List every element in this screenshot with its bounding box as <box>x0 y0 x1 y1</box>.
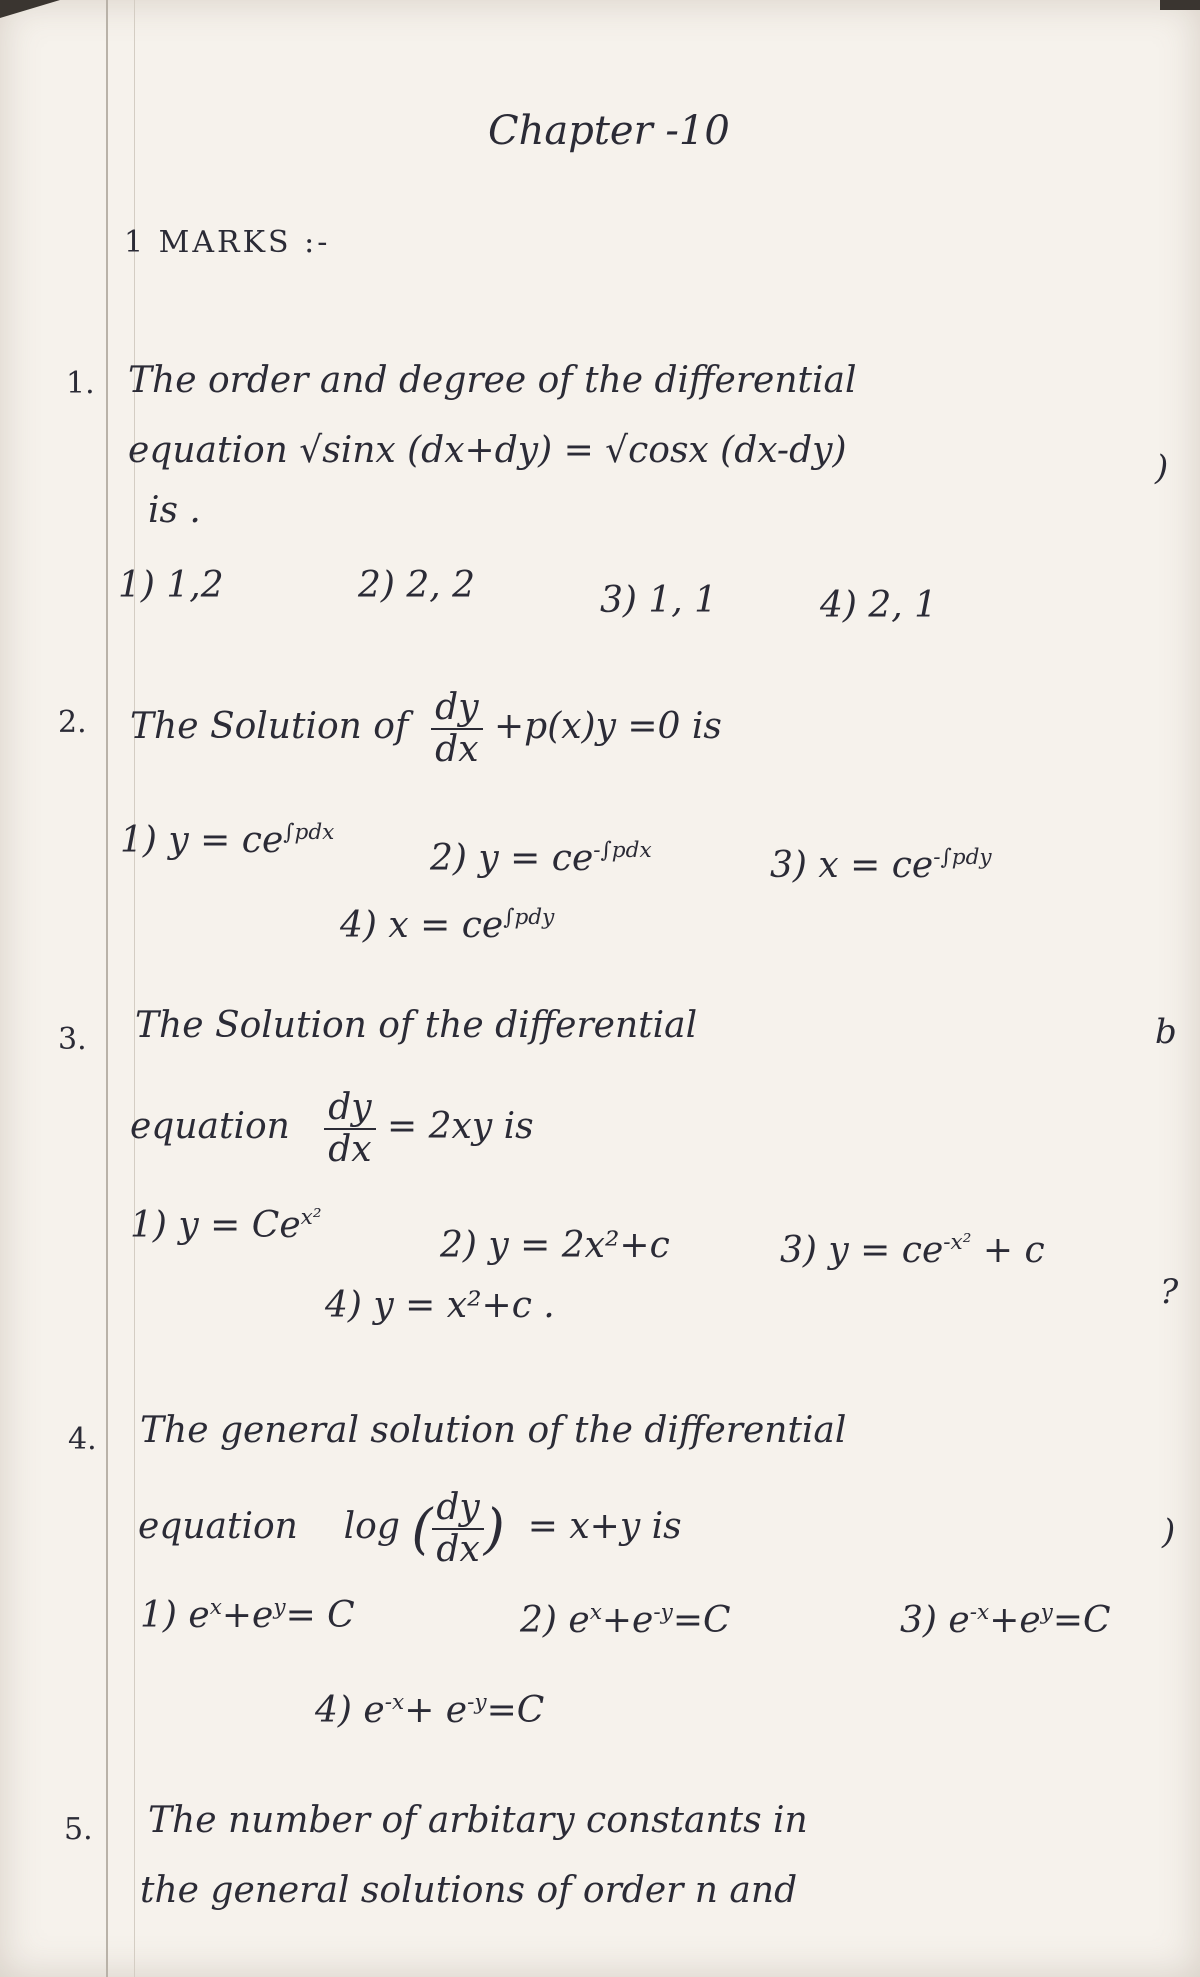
question-text: the general solutions of order n and <box>140 1870 798 1911</box>
option-text: ²+c <box>605 1225 670 1266</box>
section-label: 1 MARKS :- <box>124 225 331 260</box>
page-title: Chapter -10 <box>488 108 730 154</box>
option <box>120 820 334 861</box>
exponent: -x² <box>943 1230 972 1255</box>
option <box>430 838 652 879</box>
option: 3) 1, 1 <box>600 580 718 621</box>
exponent: -∫pdx <box>593 838 652 863</box>
option: 2) 2, 2 <box>358 565 476 606</box>
exponent: y <box>1040 1600 1053 1625</box>
option-text: =C <box>672 1600 731 1641</box>
option-text: 4) x = ce <box>340 905 504 946</box>
exponent: -∫pdy <box>933 845 992 870</box>
option-text: +e <box>601 1600 654 1641</box>
option-text: = C <box>285 1595 355 1636</box>
question-text: The number of arbitary constants in <box>148 1800 808 1841</box>
option-text: =C <box>1052 1600 1111 1641</box>
option: 4) 2, 1 <box>820 585 938 626</box>
option <box>325 1285 555 1326</box>
option-text: + e <box>404 1690 468 1731</box>
fraction-denominator: dx <box>435 729 479 770</box>
option-text: 3) x = ce <box>770 845 934 886</box>
option-text: + c <box>982 1230 1045 1271</box>
question-number: 1. <box>66 366 95 401</box>
question-number: 3. <box>58 1022 87 1057</box>
exponent: x <box>589 1600 602 1625</box>
question-number: 5. <box>64 1812 93 1847</box>
question-stem <box>130 1087 534 1170</box>
exponent: -y <box>653 1600 673 1625</box>
option-text: +e <box>989 1600 1041 1641</box>
question-text: +p(x)y =0 is <box>494 706 722 747</box>
exponent: -y <box>467 1690 487 1715</box>
option <box>140 1595 355 1636</box>
fraction <box>431 687 482 770</box>
question-stem <box>130 687 722 770</box>
question-text: The Solution of <box>130 706 409 747</box>
question-number: 4. <box>68 1422 97 1457</box>
option-text: 1) y = ce <box>120 820 284 861</box>
question-text: The Solution of the differential <box>135 1005 698 1046</box>
paren-close: ) <box>483 1497 505 1561</box>
question-text: The order and degree of the differential <box>128 360 857 401</box>
fraction-numerator: dy <box>431 690 482 730</box>
stray-mark: ) <box>1155 448 1169 488</box>
page-corner <box>1160 0 1200 10</box>
question-text: The general solution of the differential <box>140 1410 847 1451</box>
fraction-denominator: dx <box>328 1129 372 1170</box>
option-text: =C <box>486 1690 545 1731</box>
option-text: 2) y = ce <box>430 838 594 879</box>
question-text: equation <box>138 1506 298 1547</box>
option <box>340 905 554 946</box>
option-text: 4) y = x <box>325 1285 468 1326</box>
fraction <box>432 1487 483 1570</box>
question-text: = x+y is <box>527 1506 682 1547</box>
fraction-numerator: dy <box>432 1490 483 1530</box>
exponent: x² <box>300 1205 322 1230</box>
stray-mark: ? <box>1160 1272 1179 1312</box>
question-number: 2. <box>58 705 87 740</box>
fraction <box>324 1087 375 1170</box>
option-text: +e <box>221 1595 274 1636</box>
option <box>520 1600 731 1641</box>
question-text: is . <box>148 490 201 531</box>
option-text: 2) e <box>520 1600 590 1641</box>
question-stem <box>138 1487 682 1570</box>
option-text: 4) e <box>315 1690 385 1731</box>
option: 1) 1,2 <box>118 565 224 606</box>
margin-line <box>134 0 135 1977</box>
page-corner <box>0 0 60 18</box>
fraction-denominator: dx <box>436 1529 480 1570</box>
log-text: log <box>343 1506 400 1547</box>
stray-mark: ) <box>1162 1512 1176 1552</box>
option-text: 2) y = 2x <box>440 1225 605 1266</box>
exponent: x <box>209 1595 222 1620</box>
option <box>770 845 992 886</box>
option <box>440 1225 670 1266</box>
exponent: y <box>273 1595 286 1620</box>
exponent: ∫pdx <box>283 820 335 845</box>
option-text: ²+c . <box>467 1285 555 1326</box>
option <box>780 1230 1045 1271</box>
paren-open: ( <box>411 1497 433 1561</box>
fraction-numerator: dy <box>324 1090 375 1130</box>
exponent: -x <box>969 1600 990 1625</box>
question-text: equation √sinx (dx+dy) = √cosx (dx-dy) <box>128 430 847 471</box>
exponent: -x <box>384 1690 405 1715</box>
option <box>315 1690 544 1731</box>
option <box>130 1205 321 1246</box>
option-text: 1) e <box>140 1595 210 1636</box>
question-text: = 2xy is <box>387 1106 534 1147</box>
exponent: ∫pdy <box>503 905 555 930</box>
option-text: 1) y = Ce <box>130 1205 301 1246</box>
question-text: equation <box>130 1106 290 1147</box>
option-text: 3) e <box>900 1600 970 1641</box>
margin-line <box>106 0 108 1977</box>
option-text: 3) y = ce <box>780 1230 944 1271</box>
option <box>900 1600 1111 1641</box>
stray-mark: b <box>1155 1012 1177 1052</box>
